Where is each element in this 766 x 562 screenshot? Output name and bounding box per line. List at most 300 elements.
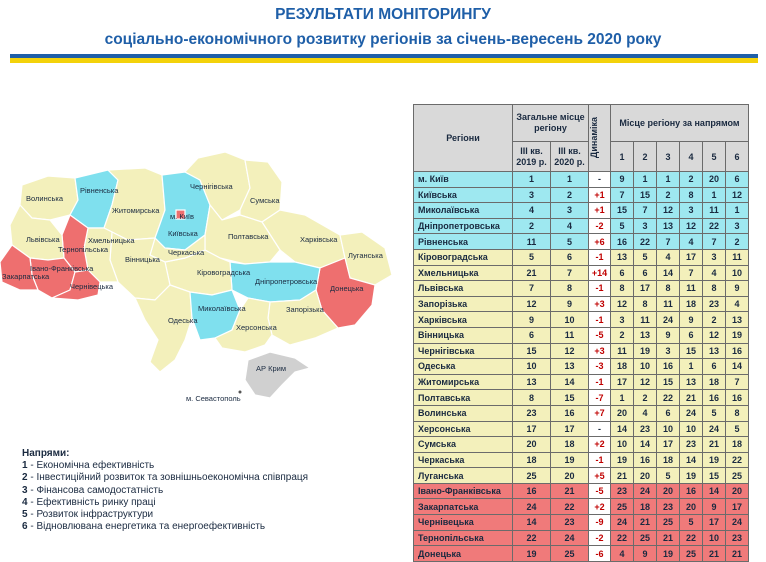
direction-3-cell: 7 — [657, 234, 680, 250]
legend-item: 4 - Ефективність ринку праці — [22, 496, 156, 508]
place-2019-cell: 6 — [513, 327, 551, 343]
dynamics-cell: -1 — [589, 452, 611, 468]
header-dir-4: 4 — [680, 142, 703, 172]
region-name-cell: м. Київ — [414, 172, 513, 188]
direction-3-cell: 11 — [657, 296, 680, 312]
dynamics-cell: +14 — [589, 265, 611, 281]
direction-1-cell: 10 — [611, 437, 634, 453]
place-2020-cell: 16 — [551, 405, 589, 421]
place-2019-cell: 3 — [513, 187, 551, 203]
direction-2-cell: 12 — [634, 374, 657, 390]
map-label-sevastopol: м. Севастополь — [186, 394, 241, 403]
dynamics-cell: -1 — [589, 281, 611, 297]
dynamics-cell: -5 — [589, 483, 611, 499]
table-row — [414, 172, 749, 188]
dynamics-cell: -2 — [589, 218, 611, 234]
region-name-cell: Львівська — [414, 281, 513, 297]
direction-3-cell: 5 — [657, 468, 680, 484]
region-name-cell: Житомирська — [414, 374, 513, 390]
direction-2-cell: 14 — [634, 437, 657, 453]
map-label-dnipro: Дніпропетровська — [255, 277, 318, 286]
direction-1-cell: 3 — [611, 312, 634, 328]
region-name-cell: Черкаська — [414, 452, 513, 468]
map-label-poltavska: Полтавська — [228, 232, 269, 241]
direction-4-cell: 7 — [680, 265, 703, 281]
table-row — [414, 515, 749, 531]
region-name-cell: Кіровоградська — [414, 249, 513, 265]
place-2019-cell: 22 — [513, 530, 551, 546]
place-2020-cell: 1 — [551, 172, 589, 188]
region-name-cell: Київська — [414, 187, 513, 203]
direction-5-cell: 13 — [703, 343, 726, 359]
direction-3-cell: 17 — [657, 437, 680, 453]
direction-5-cell: 9 — [703, 499, 726, 515]
direction-6-cell: 7 — [726, 374, 749, 390]
direction-5-cell: 20 — [703, 172, 726, 188]
map-label-kharkivska: Харківська — [300, 235, 338, 244]
place-2019-cell: 10 — [513, 359, 551, 375]
direction-5-cell: 10 — [703, 530, 726, 546]
direction-5-cell: 3 — [703, 249, 726, 265]
direction-2-cell: 6 — [634, 265, 657, 281]
place-2020-cell: 3 — [551, 203, 589, 219]
direction-4-cell: 9 — [680, 312, 703, 328]
header-overall: Загальне місце регіону — [513, 105, 589, 142]
region-name-cell: Рівненська — [414, 234, 513, 250]
place-2019-cell: 12 — [513, 296, 551, 312]
direction-6-cell: 9 — [726, 281, 749, 297]
place-2020-cell: 22 — [551, 499, 589, 515]
place-2020-cell: 21 — [551, 483, 589, 499]
direction-5-cell: 21 — [703, 437, 726, 453]
direction-2-cell: 22 — [634, 234, 657, 250]
region-name-cell: Закарпатська — [414, 499, 513, 515]
direction-2-cell: 16 — [634, 452, 657, 468]
direction-6-cell: 10 — [726, 265, 749, 281]
direction-4-cell: 24 — [680, 405, 703, 421]
direction-4-cell: 17 — [680, 249, 703, 265]
direction-6-cell: 24 — [726, 515, 749, 531]
direction-1-cell: 9 — [611, 172, 634, 188]
table-row — [414, 359, 749, 375]
header-dir-6: 6 — [726, 142, 749, 172]
direction-2-cell: 18 — [634, 499, 657, 515]
dynamics-cell: +1 — [589, 187, 611, 203]
region-name-cell: Чернівецька — [414, 515, 513, 531]
map-label-zaporizka: Запорізька — [286, 305, 324, 314]
map-label-chernihivska: Чернігівська — [190, 182, 233, 191]
table-row — [414, 203, 749, 219]
table-row — [414, 530, 749, 546]
legend-item: 3 - Фінансова самодостатність — [22, 484, 164, 496]
direction-2-cell: 5 — [634, 249, 657, 265]
map-label-chernivetska: Чернівецька — [70, 282, 114, 291]
place-2019-cell: 4 — [513, 203, 551, 219]
direction-5-cell: 1 — [703, 187, 726, 203]
table-row — [414, 499, 749, 515]
direction-2-cell: 2 — [634, 390, 657, 406]
direction-2-cell: 11 — [634, 312, 657, 328]
direction-4-cell: 20 — [680, 499, 703, 515]
table-row — [414, 374, 749, 390]
direction-5-cell: 2 — [703, 312, 726, 328]
region-name-cell: Вінницька — [414, 327, 513, 343]
direction-1-cell: 24 — [611, 515, 634, 531]
place-2020-cell: 24 — [551, 530, 589, 546]
direction-5-cell: 19 — [703, 452, 726, 468]
place-2019-cell: 20 — [513, 437, 551, 453]
place-2020-cell: 5 — [551, 234, 589, 250]
table-row — [414, 483, 749, 499]
legend-item: 5 - Розвиток інфраструктури — [22, 509, 154, 521]
dynamics-cell: -5 — [589, 327, 611, 343]
direction-6-cell: 5 — [726, 421, 749, 437]
region-name-cell: Харківська — [414, 312, 513, 328]
region-name-cell: Івано-Франківська — [414, 483, 513, 499]
place-2019-cell: 9 — [513, 312, 551, 328]
table-row — [414, 218, 749, 234]
direction-1-cell: 6 — [611, 265, 634, 281]
dynamics-cell: -7 — [589, 390, 611, 406]
direction-3-cell: 21 — [657, 530, 680, 546]
direction-5-cell: 8 — [703, 281, 726, 297]
direction-3-cell: 19 — [657, 546, 680, 562]
direction-6-cell: 19 — [726, 327, 749, 343]
direction-2-cell: 7 — [634, 203, 657, 219]
direction-1-cell: 8 — [611, 281, 634, 297]
direction-2-cell: 1 — [634, 172, 657, 188]
legend-item: 6 - Відновлювана енергетика та енергоефективність — [22, 521, 266, 533]
direction-4-cell: 2 — [680, 172, 703, 188]
header-dir-1: 1 — [611, 142, 634, 172]
table-row — [414, 437, 749, 453]
dynamics-cell: +6 — [589, 234, 611, 250]
direction-4-cell: 8 — [680, 187, 703, 203]
place-2019-cell: 18 — [513, 452, 551, 468]
direction-5-cell: 24 — [703, 421, 726, 437]
map-label-khersonska: Херсонська — [236, 323, 277, 332]
direction-4-cell: 1 — [680, 359, 703, 375]
legend — [22, 448, 308, 533]
place-2020-cell: 19 — [551, 452, 589, 468]
direction-1-cell: 25 — [611, 499, 634, 515]
table-row — [414, 281, 749, 297]
direction-3-cell: 24 — [657, 312, 680, 328]
direction-1-cell: 15 — [611, 203, 634, 219]
direction-5-cell: 17 — [703, 515, 726, 531]
direction-1-cell: 2 — [611, 327, 634, 343]
region-name-cell: Тернопільська — [414, 530, 513, 546]
place-2020-cell: 18 — [551, 437, 589, 453]
direction-2-cell: 17 — [634, 281, 657, 297]
region-name-cell: Полтавська — [414, 390, 513, 406]
region-name-cell: Одеська — [414, 359, 513, 375]
direction-5-cell: 21 — [703, 546, 726, 562]
direction-1-cell: 16 — [611, 234, 634, 250]
place-2020-cell: 11 — [551, 327, 589, 343]
direction-2-cell: 19 — [634, 343, 657, 359]
place-2020-cell: 6 — [551, 249, 589, 265]
dynamics-cell: -9 — [589, 515, 611, 531]
header-dir-5: 5 — [703, 142, 726, 172]
legend-title: Напрями: — [22, 448, 70, 459]
direction-3-cell: 9 — [657, 327, 680, 343]
header-dir-2: 2 — [634, 142, 657, 172]
direction-4-cell: 21 — [680, 390, 703, 406]
direction-3-cell: 3 — [657, 343, 680, 359]
direction-4-cell: 22 — [680, 530, 703, 546]
map-label-zhytomyrska: Житомирська — [112, 206, 160, 215]
direction-5-cell: 4 — [703, 265, 726, 281]
header-q2020: ІІІ кв. 2020 р. — [551, 142, 589, 172]
place-2019-cell: 2 — [513, 218, 551, 234]
direction-5-cell: 18 — [703, 374, 726, 390]
place-2019-cell: 1 — [513, 172, 551, 188]
map-label-cherkaska: Черкаська — [168, 248, 205, 257]
place-2019-cell: 17 — [513, 421, 551, 437]
direction-4-cell: 5 — [680, 515, 703, 531]
dynamics-cell: +2 — [589, 437, 611, 453]
place-2020-cell: 23 — [551, 515, 589, 531]
direction-4-cell: 15 — [680, 343, 703, 359]
place-2020-cell: 13 — [551, 359, 589, 375]
direction-1-cell: 5 — [611, 218, 634, 234]
direction-3-cell: 23 — [657, 499, 680, 515]
direction-4-cell: 3 — [680, 203, 703, 219]
table-row — [414, 249, 749, 265]
direction-1-cell: 14 — [611, 421, 634, 437]
direction-3-cell: 4 — [657, 249, 680, 265]
place-2020-cell: 25 — [551, 546, 589, 562]
direction-6-cell: 17 — [726, 499, 749, 515]
direction-2-cell: 20 — [634, 468, 657, 484]
direction-6-cell: 1 — [726, 203, 749, 219]
region-crimea — [245, 352, 310, 398]
header-q2019: ІІІ кв. 2019 р. — [513, 142, 551, 172]
place-2019-cell: 19 — [513, 546, 551, 562]
direction-2-cell: 15 — [634, 187, 657, 203]
region-name-cell: Луганська — [414, 468, 513, 484]
direction-6-cell: 14 — [726, 359, 749, 375]
direction-6-cell: 3 — [726, 218, 749, 234]
direction-4-cell: 23 — [680, 437, 703, 453]
place-2019-cell: 14 — [513, 515, 551, 531]
dynamics-cell: -1 — [589, 249, 611, 265]
place-2019-cell: 16 — [513, 483, 551, 499]
map-label-kyivska: Київська — [168, 229, 198, 238]
direction-2-cell: 21 — [634, 515, 657, 531]
map-label-odeska: Одеська — [168, 316, 198, 325]
direction-5-cell: 5 — [703, 405, 726, 421]
direction-2-cell: 4 — [634, 405, 657, 421]
direction-3-cell: 2 — [657, 187, 680, 203]
direction-1-cell: 1 — [611, 390, 634, 406]
direction-3-cell: 16 — [657, 359, 680, 375]
legend-item: 2 - Інвестиційний розвиток та зовнішньоекономічна співпраця — [22, 472, 309, 484]
table-row — [414, 452, 749, 468]
direction-1-cell: 22 — [611, 530, 634, 546]
map-label-crimea: АР Крим — [256, 364, 286, 373]
place-2020-cell: 17 — [551, 421, 589, 437]
direction-2-cell: 9 — [634, 546, 657, 562]
direction-5-cell: 12 — [703, 327, 726, 343]
legend-item: 1 - Економічна ефективність — [22, 460, 155, 472]
direction-5-cell: 22 — [703, 218, 726, 234]
dynamics-cell: -1 — [589, 374, 611, 390]
page-title: РЕЗУЛЬТАТИ МОНІТОРИНГУ — [275, 6, 491, 23]
direction-6-cell: 20 — [726, 483, 749, 499]
dynamics-cell: +7 — [589, 405, 611, 421]
place-2019-cell: 15 — [513, 343, 551, 359]
direction-4-cell: 12 — [680, 218, 703, 234]
direction-4-cell: 6 — [680, 327, 703, 343]
direction-5-cell: 16 — [703, 390, 726, 406]
map-label-ivano: Івано-Франківська — [30, 264, 94, 273]
direction-1-cell: 11 — [611, 343, 634, 359]
direction-2-cell: 24 — [634, 483, 657, 499]
place-2020-cell: 14 — [551, 374, 589, 390]
direction-4-cell: 4 — [680, 234, 703, 250]
direction-3-cell: 20 — [657, 483, 680, 499]
dynamics-cell: -1 — [589, 312, 611, 328]
direction-1-cell: 13 — [611, 249, 634, 265]
place-2019-cell: 25 — [513, 468, 551, 484]
direction-6-cell: 18 — [726, 437, 749, 453]
dynamics-cell: -3 — [589, 359, 611, 375]
direction-6-cell: 12 — [726, 187, 749, 203]
dynamics-cell: - — [589, 421, 611, 437]
place-2020-cell: 4 — [551, 218, 589, 234]
direction-4-cell: 16 — [680, 483, 703, 499]
direction-3-cell: 1 — [657, 172, 680, 188]
table-row — [414, 296, 749, 312]
table-row — [414, 546, 749, 562]
map-label-kirovohradska: Кіровоградська — [197, 268, 251, 277]
dynamics-cell: - — [589, 172, 611, 188]
place-2020-cell: 15 — [551, 390, 589, 406]
region-name-cell: Чернігівська — [414, 343, 513, 359]
header-directions: Місце регіону за напрямом — [611, 105, 749, 142]
page-subtitle: соціально-економічного розвитку регіонів за січень-вересень 2020 року — [104, 31, 662, 48]
header-regions: Регіони — [414, 105, 513, 172]
dynamics-cell: +5 — [589, 468, 611, 484]
direction-6-cell: 13 — [726, 312, 749, 328]
map-label-khmelnytska: Хмельницька — [88, 236, 135, 245]
dynamics-cell: +3 — [589, 296, 611, 312]
direction-1-cell: 18 — [611, 359, 634, 375]
place-2020-cell: 8 — [551, 281, 589, 297]
ukraine-regions-map — [0, 150, 410, 410]
map-label-luhanska: Луганська — [348, 251, 383, 260]
region-name-cell: Сумська — [414, 437, 513, 453]
direction-5-cell: 11 — [703, 203, 726, 219]
region-name-cell: Миколаївська — [414, 203, 513, 219]
direction-6-cell: 21 — [726, 546, 749, 562]
place-2020-cell: 12 — [551, 343, 589, 359]
dynamics-cell: +1 — [589, 203, 611, 219]
direction-6-cell: 23 — [726, 530, 749, 546]
map-label-vinnytska: Вінницька — [125, 255, 160, 264]
direction-5-cell: 23 — [703, 296, 726, 312]
direction-5-cell: 7 — [703, 234, 726, 250]
direction-2-cell: 10 — [634, 359, 657, 375]
direction-3-cell: 6 — [657, 405, 680, 421]
direction-5-cell: 6 — [703, 359, 726, 375]
place-2019-cell: 11 — [513, 234, 551, 250]
table-row — [414, 343, 749, 359]
region-name-cell: Херсонська — [414, 421, 513, 437]
direction-2-cell: 25 — [634, 530, 657, 546]
direction-3-cell: 14 — [657, 265, 680, 281]
region-name-cell: Запорізька — [414, 296, 513, 312]
direction-6-cell: 4 — [726, 296, 749, 312]
direction-2-cell: 23 — [634, 421, 657, 437]
direction-6-cell: 16 — [726, 343, 749, 359]
direction-4-cell: 11 — [680, 281, 703, 297]
table-row — [414, 327, 749, 343]
direction-4-cell: 10 — [680, 421, 703, 437]
direction-3-cell: 10 — [657, 421, 680, 437]
direction-5-cell: 14 — [703, 483, 726, 499]
dynamics-cell: -2 — [589, 530, 611, 546]
place-2019-cell: 24 — [513, 499, 551, 515]
map-label-donetska: Донецька — [330, 284, 364, 293]
direction-3-cell: 15 — [657, 374, 680, 390]
map-label-rivnenska: Рівненська — [80, 186, 119, 195]
direction-4-cell: 14 — [680, 452, 703, 468]
direction-6-cell: 8 — [726, 405, 749, 421]
direction-1-cell: 19 — [611, 452, 634, 468]
place-2020-cell: 10 — [551, 312, 589, 328]
direction-2-cell: 13 — [634, 327, 657, 343]
direction-1-cell: 21 — [611, 468, 634, 484]
direction-4-cell: 25 — [680, 546, 703, 562]
header-dir-3: 3 — [657, 142, 680, 172]
table-row — [414, 405, 749, 421]
place-2020-cell: 7 — [551, 265, 589, 281]
ranking-table-body — [414, 172, 749, 562]
table-row — [414, 234, 749, 250]
map-label-zakarpatska: Закарпатська — [2, 272, 50, 281]
dynamics-cell: -6 — [589, 546, 611, 562]
map-label-lvivska: Львівська — [26, 235, 60, 244]
direction-6-cell: 25 — [726, 468, 749, 484]
direction-4-cell: 18 — [680, 296, 703, 312]
direction-6-cell: 6 — [726, 172, 749, 188]
place-2020-cell: 9 — [551, 296, 589, 312]
map-label-sumska: Сумська — [250, 196, 280, 205]
direction-3-cell: 13 — [657, 218, 680, 234]
region-name-cell: Хмельницька — [414, 265, 513, 281]
map-label-kyiv-city: м. Київ — [170, 212, 194, 221]
place-2019-cell: 13 — [513, 374, 551, 390]
table-row — [414, 468, 749, 484]
direction-2-cell: 8 — [634, 296, 657, 312]
table-row — [414, 312, 749, 328]
place-2019-cell: 23 — [513, 405, 551, 421]
dynamics-cell: +3 — [589, 343, 611, 359]
direction-1-cell: 20 — [611, 405, 634, 421]
direction-4-cell: 13 — [680, 374, 703, 390]
map-label-volynska: Волинська — [26, 194, 63, 203]
direction-6-cell: 16 — [726, 390, 749, 406]
region-name-cell: Донецька — [414, 546, 513, 562]
direction-6-cell: 22 — [726, 452, 749, 468]
flag-stripe-yellow — [10, 58, 758, 63]
map-label-mykolaivska: Миколаївська — [198, 304, 246, 313]
map-label-ternopilska: Тернопільська — [58, 245, 109, 254]
direction-3-cell: 8 — [657, 281, 680, 297]
